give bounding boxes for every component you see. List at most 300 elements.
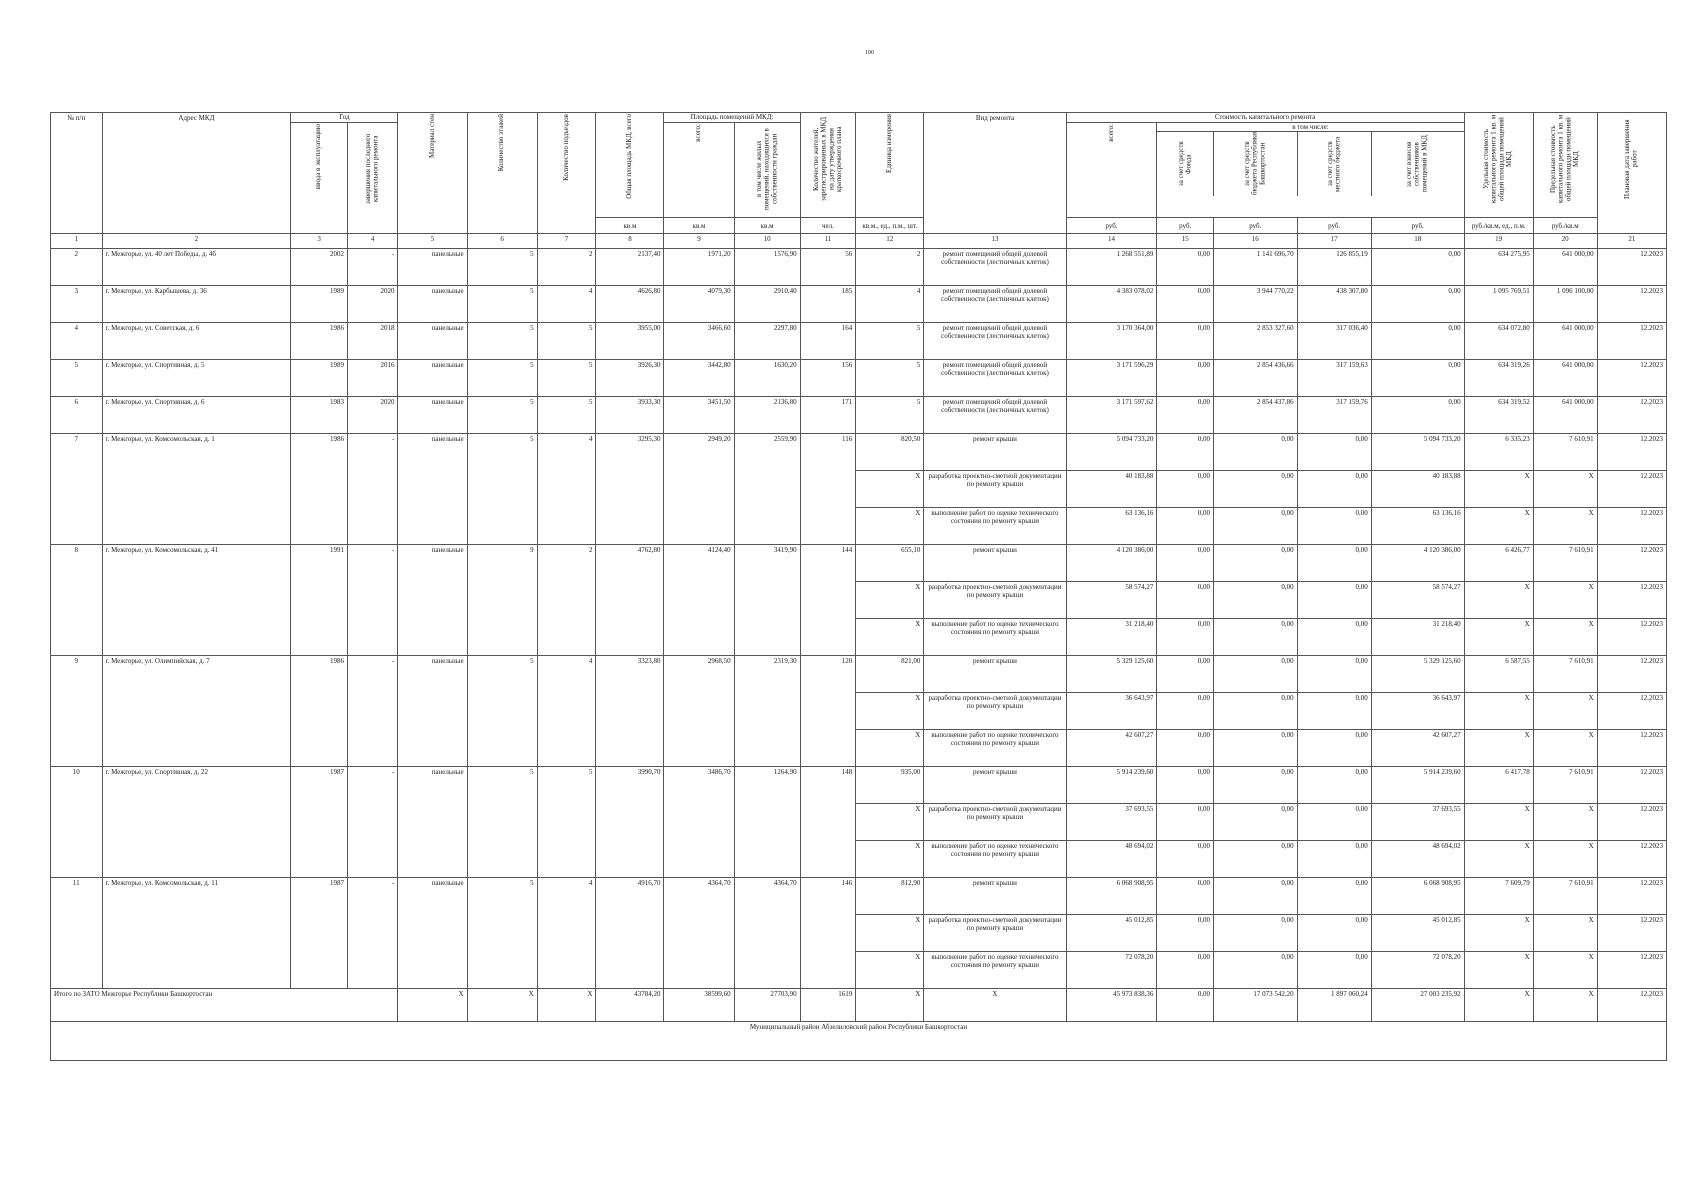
area-residential: 1264,90 <box>734 767 800 878</box>
row-number: 6 <box>51 397 103 434</box>
floors: 9 <box>467 545 537 656</box>
column-number: 19 <box>1464 234 1533 249</box>
max-cost: 641 000,00 <box>1533 323 1597 360</box>
row-number: 10 <box>51 767 103 878</box>
cost-fund: 0,00 <box>1157 619 1214 656</box>
unit-value: 821,00 <box>856 656 924 693</box>
column-number: 14 <box>1066 234 1157 249</box>
cost-owners: 58 574,27 <box>1371 582 1464 619</box>
building-address: г. Межгорье, ул. Комсомольская, д. 41 <box>102 545 291 656</box>
max-cost: X <box>1533 471 1597 508</box>
floors: 5 <box>467 767 537 878</box>
header-unit-cost: Удельная стоимость капитального ремонта 1 кв. м общей площади помещений МКД <box>1482 114 1514 204</box>
cost-total: 3 171 596,29 <box>1066 360 1157 397</box>
residents: 116 <box>800 434 856 545</box>
cost-local: 317 159,76 <box>1297 397 1371 434</box>
header-wall-material: Материал стен <box>427 114 436 158</box>
column-number: 10 <box>734 234 800 249</box>
table-body <box>51 249 1667 1061</box>
cost-fund: 0,00 <box>1157 434 1214 471</box>
header-cost-republic: за счет средств бюджета Республики Башкортостан <box>1243 132 1267 196</box>
wall-material: панельные <box>398 878 467 989</box>
header-floors: Количество этажей <box>497 114 506 172</box>
wall-material: панельные <box>398 323 467 360</box>
cost-owners: 72 078,20 <box>1371 952 1464 989</box>
table-row <box>51 656 1667 693</box>
header-year-last-repair: завершения последнего капитального ремонта <box>364 133 380 205</box>
residents: 164 <box>800 323 856 360</box>
total-area: 4916,70 <box>596 878 664 989</box>
cost-local: 0,00 <box>1297 619 1371 656</box>
section-row <box>51 1022 1667 1061</box>
unit-cost-total: руб. <box>1066 218 1157 234</box>
residents: 171 <box>800 397 856 434</box>
building-address: г. Межгорье, ул. 40 лет Победы, д. 4б <box>102 249 291 286</box>
cost-total: 42 607,27 <box>1066 730 1157 767</box>
work-type: разработка проектно-сметной документации по ремонту крыши <box>924 693 1066 730</box>
max-cost: 7 610,91 <box>1533 545 1597 582</box>
year-commission: 1989 <box>291 360 348 397</box>
area-residential: 1576,90 <box>734 249 800 286</box>
cost-owners: 5 329 125,60 <box>1371 656 1464 693</box>
cost-local: 0,00 <box>1297 582 1371 619</box>
column-number: 13 <box>924 234 1066 249</box>
cost-fund: 0,00 <box>1157 878 1214 915</box>
cost-local: 0,00 <box>1297 434 1371 471</box>
area-all: 2949,20 <box>664 434 734 545</box>
cost-local: 0,00 <box>1297 508 1371 545</box>
unit-area-residential: кв.м <box>734 218 800 234</box>
end-date: 12.2023 <box>1597 915 1666 952</box>
total-wall-material: X <box>398 989 467 1022</box>
area-residential: 2910,40 <box>734 286 800 323</box>
unit-cost: 634 319,26 <box>1464 360 1533 397</box>
year-commission: 1987 <box>291 767 348 878</box>
work-type: разработка проектно-сметной документации по ремонту крыши <box>924 582 1066 619</box>
cost-fund: 0,00 <box>1157 952 1214 989</box>
area-all: 3466,60 <box>664 323 734 360</box>
unit-cost: X <box>1464 582 1533 619</box>
year-last-repair: - <box>347 249 398 286</box>
unit-value: X <box>856 841 924 878</box>
row-number: 5 <box>51 360 103 397</box>
total-max-cost: X <box>1533 989 1597 1022</box>
floors: 5 <box>467 249 537 286</box>
column-number: 17 <box>1297 234 1371 249</box>
year-last-repair: - <box>347 434 398 545</box>
year-last-repair: - <box>347 878 398 989</box>
area-all: 1971,20 <box>664 249 734 286</box>
building-address: г. Межгорье, ул. Спортивная, д. 22 <box>102 767 291 878</box>
unit-cost: X <box>1464 693 1533 730</box>
cost-total: 3 170 364,00 <box>1066 323 1157 360</box>
cost-fund: 0,00 <box>1157 767 1214 804</box>
cost-fund: 0,00 <box>1157 249 1214 286</box>
year-commission: 1986 <box>291 434 348 545</box>
year-last-repair: 2018 <box>347 323 398 360</box>
column-number: 21 <box>1597 234 1666 249</box>
area-residential: 3419,90 <box>734 545 800 656</box>
cost-owners: 6 068 908,95 <box>1371 878 1464 915</box>
cost-total: 31 218,40 <box>1066 619 1157 656</box>
cost-owners: 37 693,55 <box>1371 804 1464 841</box>
total-area: 3295,30 <box>596 434 664 545</box>
max-cost: 7 610,91 <box>1533 656 1597 693</box>
cost-total: 4 383 078,02 <box>1066 286 1157 323</box>
work-type: ремонт помещений общей долевой собственности (лестничных клеток) <box>924 286 1066 323</box>
header-area-all: всего: <box>694 124 703 142</box>
area-residential: 2559,90 <box>734 434 800 545</box>
unit-cost: X <box>1464 804 1533 841</box>
end-date: 12.2023 <box>1597 767 1666 804</box>
unit-cost: 1 095 769,51 <box>1464 286 1533 323</box>
max-cost: X <box>1533 841 1597 878</box>
work-type: разработка проектно-сметной документации по ремонту крыши <box>924 804 1066 841</box>
cost-local: 0,00 <box>1297 841 1371 878</box>
max-cost: X <box>1533 582 1597 619</box>
header-area-residential: в том числе жилых помещений, находящихся в собственности граждан <box>754 128 778 210</box>
max-cost: X <box>1533 952 1597 989</box>
cost-republic: 0,00 <box>1214 767 1298 804</box>
building-address: г. Межгорье, ул. Советская, д. 6 <box>102 323 291 360</box>
row-number: 11 <box>51 878 103 989</box>
floors: 5 <box>467 434 537 545</box>
cost-republic: 1 141 696,70 <box>1214 249 1298 286</box>
end-date: 12.2023 <box>1597 434 1666 471</box>
end-date: 12.2023 <box>1597 508 1666 545</box>
cost-fund: 0,00 <box>1157 804 1214 841</box>
unit-value: 4 <box>856 286 924 323</box>
unit-cost: X <box>1464 952 1533 989</box>
cost-total: 3 171 597,62 <box>1066 397 1157 434</box>
max-cost: X <box>1533 508 1597 545</box>
cost-fund: 0,00 <box>1157 323 1214 360</box>
cost-fund: 0,00 <box>1157 508 1214 545</box>
cost-owners: 0,00 <box>1371 323 1464 360</box>
cost-total: 40 183,88 <box>1066 471 1157 508</box>
year-last-repair: 2020 <box>347 397 398 434</box>
work-type: выполнение работ по оценке технического состояния по ремонту крыши <box>924 619 1066 656</box>
unit-value: 655,10 <box>856 545 924 582</box>
cost-local: 438 307,80 <box>1297 286 1371 323</box>
floors: 5 <box>467 286 537 323</box>
column-number: 11 <box>800 234 856 249</box>
work-type: разработка проектно-сметной документации по ремонту крыши <box>924 915 1066 952</box>
cost-republic: 0,00 <box>1214 915 1298 952</box>
unit-cost: 634 275,95 <box>1464 249 1533 286</box>
area-all: 2968,50 <box>664 656 734 767</box>
column-number: 18 <box>1371 234 1464 249</box>
cost-local: 0,00 <box>1297 693 1371 730</box>
table-row <box>51 286 1667 323</box>
total-label: Итого по ЗАТО Межгорье Республики Башкортостан <box>51 989 398 1022</box>
header-cost-local: за счет средств местного бюджета <box>1325 136 1342 192</box>
cost-local: 0,00 <box>1297 915 1371 952</box>
cost-fund: 0,00 <box>1157 471 1214 508</box>
entrances: 2 <box>537 249 596 286</box>
end-date: 12.2023 <box>1597 249 1666 286</box>
area-residential: 2136,80 <box>734 397 800 434</box>
cost-republic: 0,00 <box>1214 619 1298 656</box>
building-address: г. Межгорье, ул. Олимпийская, д. 7 <box>102 656 291 767</box>
year-commission: 2002 <box>291 249 348 286</box>
year-last-repair: 2020 <box>347 286 398 323</box>
year-commission: 1983 <box>291 397 348 434</box>
cost-republic: 0,00 <box>1214 804 1298 841</box>
floors: 5 <box>467 360 537 397</box>
area-residential: 2319,30 <box>734 656 800 767</box>
year-commission: 1986 <box>291 656 348 767</box>
cost-owners: 5 914 239,60 <box>1371 767 1464 804</box>
floors: 5 <box>467 323 537 360</box>
cost-total: 58 574,27 <box>1066 582 1157 619</box>
cost-owners: 0,00 <box>1371 249 1464 286</box>
table-row <box>51 249 1667 286</box>
building-address: г. Межгорье, ул. Карбышева, д. 36 <box>102 286 291 323</box>
cost-owners: 40 183,88 <box>1371 471 1464 508</box>
cost-total: 1 268 551,89 <box>1066 249 1157 286</box>
total-area: 4762,80 <box>596 545 664 656</box>
header-address: Адрес МКД <box>102 113 291 234</box>
residents: 148 <box>800 767 856 878</box>
total-cost-owners: 27 003 235,92 <box>1371 989 1464 1022</box>
residents: 146 <box>800 878 856 989</box>
row-number: 2 <box>51 249 103 286</box>
header-year-commission: ввода в эксплуатацию <box>314 124 323 190</box>
table-row <box>51 434 1667 471</box>
header-cost-group: Стоимость капитального ремонта <box>1066 113 1464 123</box>
max-cost: 7 610,91 <box>1533 878 1597 915</box>
end-date: 12.2023 <box>1597 545 1666 582</box>
work-type: ремонт помещений общей долевой собственности (лестничных клеток) <box>924 360 1066 397</box>
year-last-repair: - <box>347 656 398 767</box>
area-all: 4364,70 <box>664 878 734 989</box>
max-cost: 641 000,00 <box>1533 249 1597 286</box>
header-entrances: Количество подъездов <box>561 114 570 181</box>
year-commission: 1987 <box>291 878 348 989</box>
work-type: ремонт крыши <box>924 434 1066 471</box>
total-unit-cost: X <box>1464 989 1533 1022</box>
area-all: 3442,80 <box>664 360 734 397</box>
cost-owners: 31 218,40 <box>1371 619 1464 656</box>
area-all: 3451,50 <box>664 397 734 434</box>
cost-local: 0,00 <box>1297 804 1371 841</box>
area-residential: 4364,70 <box>734 878 800 989</box>
cost-republic: 0,00 <box>1214 952 1298 989</box>
work-type: ремонт помещений общей долевой собственности (лестничных клеток) <box>924 323 1066 360</box>
cost-total: 45 012,85 <box>1066 915 1157 952</box>
unit-value: X <box>856 508 924 545</box>
wall-material: панельные <box>398 434 467 545</box>
end-date: 12.2023 <box>1597 841 1666 878</box>
unit-cost: X <box>1464 841 1533 878</box>
header-end-date: Плановая дата завершения работ <box>1623 119 1639 199</box>
max-cost: X <box>1533 915 1597 952</box>
cost-republic: 0,00 <box>1214 582 1298 619</box>
unit-cost: X <box>1464 471 1533 508</box>
page-number: 100 <box>865 50 874 56</box>
total-unit: X <box>856 989 924 1022</box>
residents: 185 <box>800 286 856 323</box>
cost-fund: 0,00 <box>1157 582 1214 619</box>
unit-cost: X <box>1464 619 1533 656</box>
total-residents: 1619 <box>800 989 856 1022</box>
cost-fund: 0,00 <box>1157 841 1214 878</box>
work-type: ремонт крыши <box>924 545 1066 582</box>
cost-total: 4 120 386,00 <box>1066 545 1157 582</box>
total-area: 3955,00 <box>596 323 664 360</box>
cost-fund: 0,00 <box>1157 915 1214 952</box>
total-entrances: X <box>537 989 596 1022</box>
end-date: 12.2023 <box>1597 286 1666 323</box>
unit-value: X <box>856 915 924 952</box>
cost-local: 126 855,19 <box>1297 249 1371 286</box>
max-cost: X <box>1533 693 1597 730</box>
entrances: 4 <box>537 656 596 767</box>
year-commission: 1991 <box>291 545 348 656</box>
header-num: № п/п <box>51 113 103 234</box>
end-date: 12.2023 <box>1597 397 1666 434</box>
floors: 5 <box>467 397 537 434</box>
unit-cost: X <box>1464 915 1533 952</box>
end-date: 12.2023 <box>1597 804 1666 841</box>
cost-fund: 0,00 <box>1157 656 1214 693</box>
unit-value: X <box>856 693 924 730</box>
unit-cost: 634 319,52 <box>1464 397 1533 434</box>
work-type: выполнение работ по оценке технического состояния по ремонту крыши <box>924 730 1066 767</box>
wall-material: панельные <box>398 249 467 286</box>
cost-republic: 0,00 <box>1214 730 1298 767</box>
entrances: 4 <box>537 878 596 989</box>
column-number: 9 <box>664 234 734 249</box>
cost-republic: 2 854 437,86 <box>1214 397 1298 434</box>
cost-local: 317 036,40 <box>1297 323 1371 360</box>
wall-material: панельные <box>398 656 467 767</box>
table-row <box>51 878 1667 915</box>
unit-measure: кв.м., ед., п.м., шт. <box>856 218 924 234</box>
cost-owners: 63 136,16 <box>1371 508 1464 545</box>
header-total-area: Общая площадь МКД, всего <box>625 114 634 199</box>
table-row <box>51 360 1667 397</box>
max-cost: 7 610,91 <box>1533 767 1597 804</box>
cost-fund: 0,00 <box>1157 730 1214 767</box>
max-cost: 641 000,00 <box>1533 397 1597 434</box>
column-number: 5 <box>398 234 467 249</box>
residents: 120 <box>800 656 856 767</box>
max-cost: 7 610,91 <box>1533 434 1597 471</box>
end-date: 12.2023 <box>1597 471 1666 508</box>
cost-local: 0,00 <box>1297 545 1371 582</box>
total-cost: 45 973 838,36 <box>1066 989 1157 1022</box>
work-type: ремонт крыши <box>924 878 1066 915</box>
cost-local: 0,00 <box>1297 730 1371 767</box>
unit-residents: чел. <box>800 218 856 234</box>
unit-value: X <box>856 619 924 656</box>
work-type: выполнение работ по оценке технического состояния по ремонту крыши <box>924 952 1066 989</box>
entrances: 5 <box>537 323 596 360</box>
column-number: 12 <box>856 234 924 249</box>
cost-owners: 42 607,27 <box>1371 730 1464 767</box>
total-area: 3926,30 <box>596 360 664 397</box>
cost-total: 72 078,20 <box>1066 952 1157 989</box>
end-date: 12.2023 <box>1597 952 1666 989</box>
cost-fund: 0,00 <box>1157 360 1214 397</box>
unit-max-cost: руб./кв.м <box>1533 218 1597 234</box>
cost-local: 0,00 <box>1297 952 1371 989</box>
work-type: разработка проектно-сметной документации по ремонту крыши <box>924 471 1066 508</box>
residents: 156 <box>800 360 856 397</box>
unit-cost: X <box>1464 508 1533 545</box>
residents: 144 <box>800 545 856 656</box>
unit-total-area: кв.м <box>596 218 664 234</box>
header-cost-total: всего: <box>1106 124 1115 142</box>
column-number: 6 <box>467 234 537 249</box>
unit-value: 5 <box>856 323 924 360</box>
cost-fund: 0,00 <box>1157 545 1214 582</box>
unit-value: X <box>856 804 924 841</box>
work-type: ремонт помещений общей долевой собственности (лестничных клеток) <box>924 249 1066 286</box>
total-end-date: 12.2023 <box>1597 989 1666 1022</box>
building-address: г. Межгорье, ул. Спортивная, д. 6 <box>102 397 291 434</box>
table-row <box>51 397 1667 434</box>
entrances: 4 <box>537 434 596 545</box>
unit-cost: X <box>1464 730 1533 767</box>
column-number: 3 <box>291 234 348 249</box>
header-year-group: Год <box>291 113 398 123</box>
cost-local: 0,00 <box>1297 471 1371 508</box>
cost-owners: 4 120 386,00 <box>1371 545 1464 582</box>
building-address: г. Межгорье, ул. Комсомольская, д. 11 <box>102 878 291 989</box>
work-type: ремонт крыши <box>924 656 1066 693</box>
header-max-cost: Предельная стоимость капитального ремонта 1 кв. м общей площади помещений МКД <box>1548 114 1580 204</box>
header-cost-incl: в том числе: <box>1157 123 1463 132</box>
cost-republic: 0,00 <box>1214 508 1298 545</box>
max-cost: X <box>1533 804 1597 841</box>
total-row <box>51 989 1667 1022</box>
cost-republic: 0,00 <box>1214 693 1298 730</box>
end-date: 12.2023 <box>1597 730 1666 767</box>
column-number: 4 <box>347 234 398 249</box>
area-residential: 1630,20 <box>734 360 800 397</box>
end-date: 12.2023 <box>1597 619 1666 656</box>
unit-cost: 634 072,80 <box>1464 323 1533 360</box>
max-cost: X <box>1533 619 1597 656</box>
total-floors: X <box>467 989 537 1022</box>
year-commission: 1989 <box>291 286 348 323</box>
unit-value: X <box>856 471 924 508</box>
column-number: 1 <box>51 234 103 249</box>
work-type: ремонт помещений общей долевой собственности (лестничных клеток) <box>924 397 1066 434</box>
total-area-all: 38599,60 <box>664 989 734 1022</box>
cost-owners: 0,00 <box>1371 286 1464 323</box>
total-work: X <box>924 989 1066 1022</box>
end-date: 12.2023 <box>1597 360 1666 397</box>
area-residential: 2297,80 <box>734 323 800 360</box>
unit-value: 820,50 <box>856 434 924 471</box>
cost-owners: 45 012,85 <box>1371 915 1464 952</box>
wall-material: панельные <box>398 397 467 434</box>
table-row <box>51 545 1667 582</box>
cost-local: 317 159,63 <box>1297 360 1371 397</box>
floors: 5 <box>467 656 537 767</box>
total-area: 4626,80 <box>596 286 664 323</box>
total-cost-fund: 0,00 <box>1157 989 1214 1022</box>
total-area: 2137,40 <box>596 249 664 286</box>
unit-cost-fund: руб. <box>1157 218 1214 234</box>
end-date: 12.2023 <box>1597 582 1666 619</box>
unit-cost: 7 609,79 <box>1464 878 1533 915</box>
total-area: 3323,80 <box>596 656 664 767</box>
